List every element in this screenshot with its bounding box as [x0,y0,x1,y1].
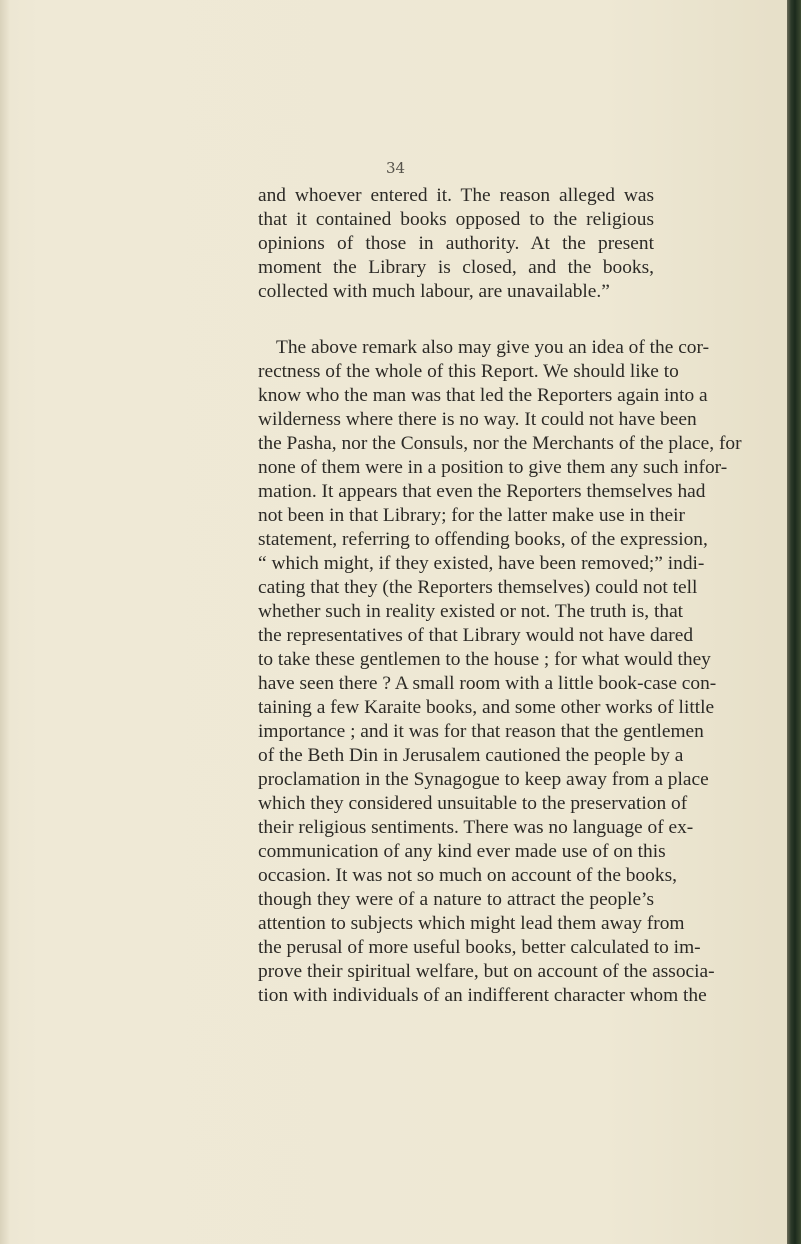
text-line: taining a few Karaite books, and some other works of little [258,697,715,718]
page-number: 34 [386,159,406,177]
text-line: which they considered unsuitable to the preservation of [258,793,688,814]
text-line: prove their spiritual welfare, but on account of the associa- [258,961,715,982]
text-line: opinions of those in authority. At the present [258,233,654,254]
text-line: moment the Library is closed, and the books, [258,257,654,278]
text-line: communication of any kind ever made use of on this [258,841,666,862]
text-line: to take these gentlemen to the house ; for what would they [258,649,711,670]
text-line: occasion. It was not so much on account of the books, [258,865,677,886]
text-line: proclamation in the Synagogue to keep away from a place [258,769,709,790]
text-line: and whoever entered it. The reason alleged was [258,185,654,206]
text-line: cating that they (the Reporters themselves) could not tell [258,577,698,598]
text-line: mation. It appears that even the Reporters themselves had [258,481,706,502]
text-line: rectness of the whole of this Report. We should like to [258,361,679,382]
text-line: know who the man was that led the Reporters again into a [258,385,708,406]
text-line: their religious sentiments. There was no language of ex- [258,817,694,838]
text-line: none of them were in a position to give them any such infor- [258,457,728,478]
text-line: that it contained books opposed to the religious [258,209,654,230]
text-line: importance ; and it was for that reason that the gentlemen [258,721,704,742]
text-line: the Pasha, nor the Consuls, nor the Merchants of the place, for [258,433,742,454]
text-line: the perusal of more useful books, better calculated to im- [258,937,701,958]
text-line: not been in that Library; for the latter make use in their [258,505,685,526]
text-line: have seen there ? A small room with a little book-case con- [258,673,717,694]
text-line: wilderness where there is no way. It could not have been [258,409,697,430]
text-line: though they were of a nature to attract the people’s [258,889,654,910]
page-gutter-shadow [0,0,10,1244]
text-line: The above remark also may give you an idea of the cor- [276,337,710,358]
text-line: the representatives of that Library would not have dared [258,625,694,646]
text-line: of the Beth Din in Jerusalem cautioned the people by a [258,745,684,766]
text-line: statement, referring to offending books, of the expression, [258,529,708,550]
text-line: attention to subjects which might lead them away from [258,913,685,934]
text-line: “ which might, if they existed, have been removed;” indi- [258,553,705,574]
paragraph-1 [258,184,654,304]
paragraph-2 [258,336,742,1008]
text-line: whether such in reality existed or not. The truth is, that [258,601,684,622]
text-line: tion with individuals of an indifferent character whom the [258,985,707,1006]
book-edge [787,0,801,1244]
text-line: collected with much labour, are unavailable.” [258,281,610,302]
